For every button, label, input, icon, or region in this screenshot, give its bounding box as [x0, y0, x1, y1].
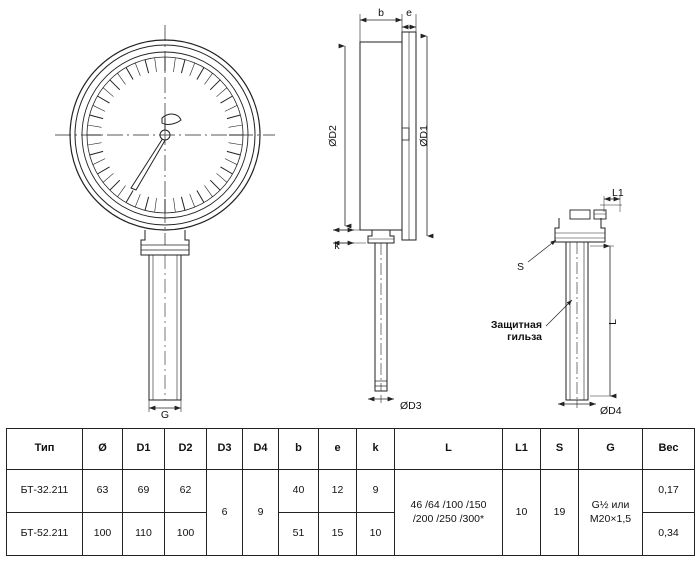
- cell-type: БТ-32.211: [7, 470, 83, 513]
- label-D1: ØD1: [418, 125, 430, 147]
- th-e: e: [319, 429, 357, 470]
- cell-g-line2: M20×1,5: [589, 512, 632, 525]
- cell-weight: 0,34: [643, 513, 695, 556]
- th-d4: D4: [243, 429, 279, 470]
- cell-e: 15: [319, 513, 357, 556]
- label-S: S: [516, 261, 524, 273]
- label-G: G: [160, 409, 170, 421]
- cell-l-line1: 46 /64 /100 /150: [410, 499, 487, 512]
- cell-g-line1: G½ или: [591, 499, 630, 512]
- label-e: e: [406, 7, 412, 19]
- cell-s: 19: [541, 470, 579, 556]
- cell-d2: 62: [165, 470, 207, 513]
- cell-d4: 9: [243, 470, 279, 556]
- cell-d2: 100: [165, 513, 207, 556]
- cell-l-line2: /200 /250 /300*: [412, 512, 485, 525]
- callout-protective-sleeve-line2: гильза: [507, 331, 542, 343]
- cell-e: 12: [319, 470, 357, 513]
- label-L: L: [607, 319, 619, 325]
- cell-d1: 110: [123, 513, 165, 556]
- cell-type: БТ-52.211: [7, 513, 83, 556]
- spec-table-container: [6, 428, 694, 556]
- th-weight: Вес: [643, 429, 695, 470]
- label-b: b: [378, 7, 384, 19]
- side-view: [333, 14, 427, 403]
- sleeve-view: [528, 196, 622, 408]
- th-l1: L1: [503, 429, 541, 470]
- label-D4: ØD4: [600, 405, 622, 417]
- th-d1: D1: [123, 429, 165, 470]
- label-D2: ØD2: [327, 125, 339, 147]
- label-L1: L1: [612, 187, 624, 199]
- table-header-row: [7, 429, 695, 470]
- table-row: [7, 470, 695, 513]
- label-k: k: [334, 240, 340, 252]
- th-d2: D2: [165, 429, 207, 470]
- th-d3: D3: [207, 429, 243, 470]
- th-b: b: [279, 429, 319, 470]
- cell-b: 51: [279, 513, 319, 556]
- cell-weight: 0,17: [643, 470, 695, 513]
- cell-d3: 6: [207, 470, 243, 556]
- cell-k: 10: [357, 513, 395, 556]
- front-view: [55, 25, 275, 412]
- cell-diameter: 63: [83, 470, 123, 513]
- cell-diameter: 100: [83, 513, 123, 556]
- th-l: L: [395, 429, 503, 470]
- callout-protective-sleeve-line1: Защитная: [490, 319, 542, 331]
- th-diameter: Ø: [83, 429, 123, 470]
- cell-k: 9: [357, 470, 395, 513]
- cell-d1: 69: [123, 470, 165, 513]
- label-D3: ØD3: [400, 400, 422, 412]
- th-g: G: [579, 429, 643, 470]
- cell-b: 40: [279, 470, 319, 513]
- th-type: Тип: [7, 429, 83, 470]
- th-s: S: [541, 429, 579, 470]
- cell-l1: 10: [503, 470, 541, 556]
- th-k: k: [357, 429, 395, 470]
- spec-table: [6, 428, 695, 556]
- cell-g: [579, 470, 643, 556]
- cell-l: [395, 470, 503, 556]
